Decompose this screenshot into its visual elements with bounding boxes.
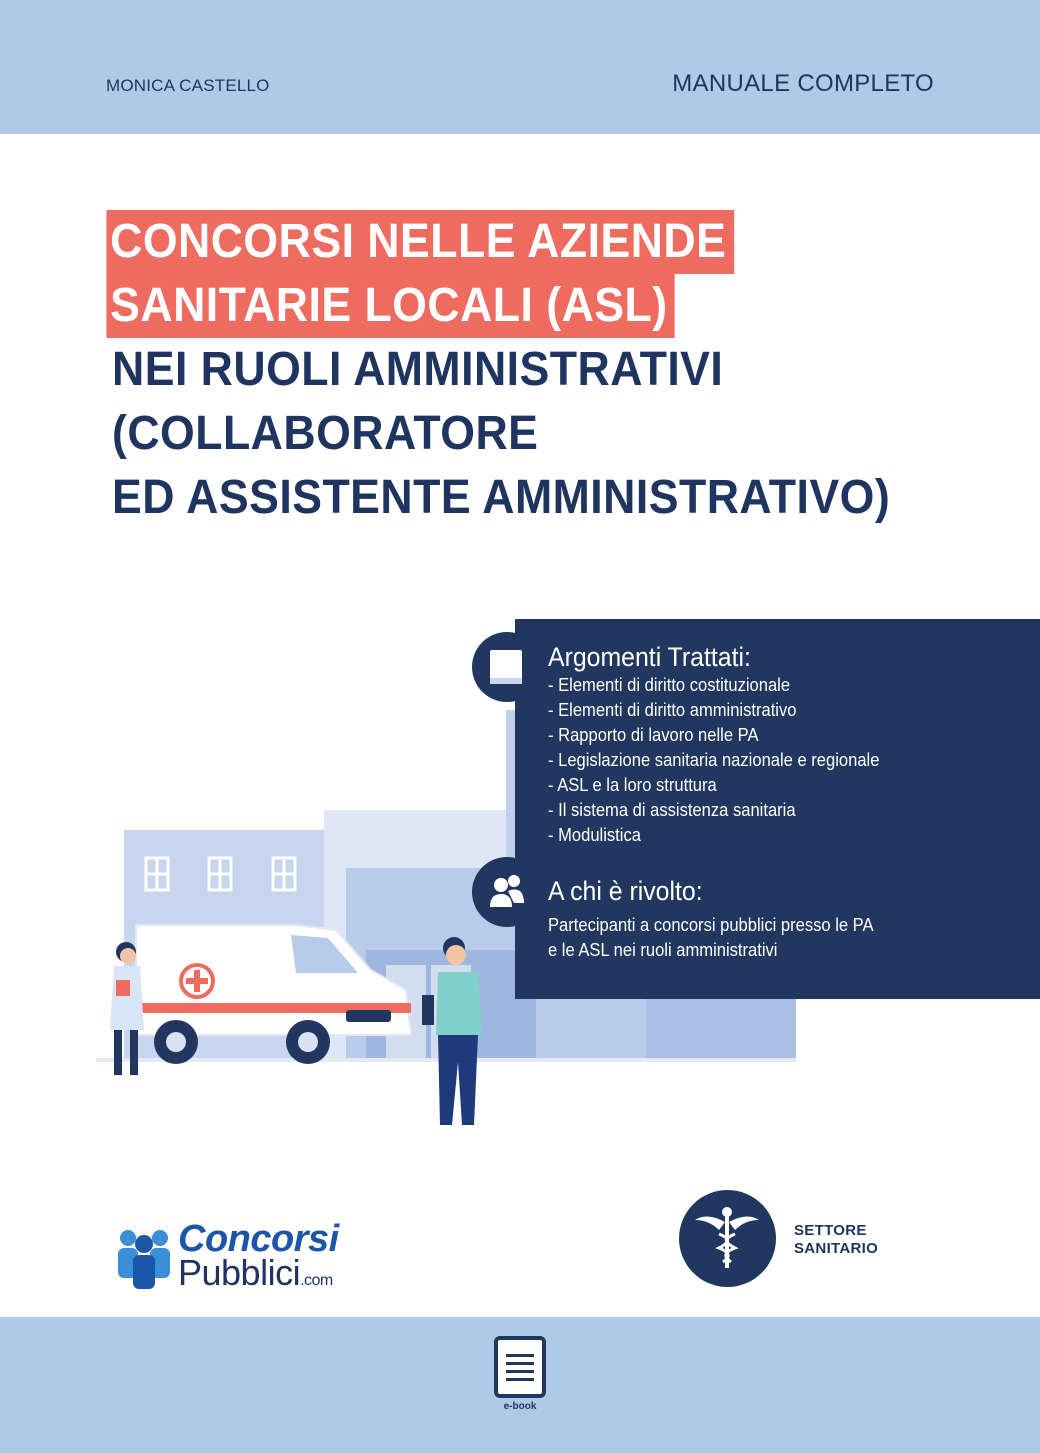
ebook-icon <box>494 1336 546 1398</box>
audience-line: Partecipanti a concorsi pubblici presso le PA <box>548 915 874 935</box>
building-right <box>646 990 796 1060</box>
logo-word-pubblici <box>178 1252 333 1294</box>
people-logo-icon <box>112 1222 178 1292</box>
logo-word-pubblici-text: Pubblici <box>178 1252 301 1293</box>
top-band <box>0 0 1040 134</box>
list-item: - Rapporto di lavoro nelle PA <box>548 725 759 745</box>
title-line: ED ASSISTENTE AMMINISTRATIVO) <box>112 471 891 524</box>
list-item: - Elementi di diritto costituzionale <box>548 675 791 695</box>
title-highlight: SANITARIE LOCALI (ASL) <box>106 274 675 338</box>
sector-line: SANITARIO <box>794 1240 879 1257</box>
author-name: MONICA CASTELLO <box>106 76 270 95</box>
title-line <box>112 210 930 274</box>
sector-label <box>794 1222 878 1258</box>
list-item: - Legislazione sanitaria nazionale e regionale <box>548 750 880 770</box>
title-highlight: CONCORSI NELLE AZIENDE <box>106 210 733 274</box>
ebook-label: e-book <box>503 1401 537 1412</box>
people-icon <box>472 857 542 927</box>
sector-line: SETTORE <box>794 1222 867 1239</box>
list-item: - Modulistica <box>548 825 641 845</box>
book-icon <box>472 632 542 702</box>
topics-heading: Argomenti Trattati: <box>548 642 751 672</box>
audience-line: e le ASL nei ruoli amministrativi <box>548 940 778 960</box>
logo-word-concorsi: Concorsi <box>178 1218 339 1260</box>
list-item: - Il sistema di assistenza sanitaria <box>548 800 796 820</box>
title-line: NEI RUOLI AMMINISTRATIVI <box>112 343 724 396</box>
book-title <box>112 210 992 530</box>
title-line <box>112 274 930 338</box>
logo-suffix: .com <box>300 1272 333 1289</box>
topics-list <box>548 673 908 848</box>
windows <box>146 858 295 890</box>
title-line: (COLLABORATORE <box>112 407 539 460</box>
list-item: - ASL e la loro struttura <box>548 775 717 795</box>
audience-heading: A chi è rivolto: <box>548 876 703 906</box>
series-label: MANUALE COMPLETO <box>672 70 934 97</box>
list-item: - Elementi di diritto amministrativo <box>548 700 797 720</box>
publisher-logo <box>112 1218 362 1298</box>
audience-description <box>548 913 902 963</box>
caduceus-icon <box>679 1190 776 1287</box>
